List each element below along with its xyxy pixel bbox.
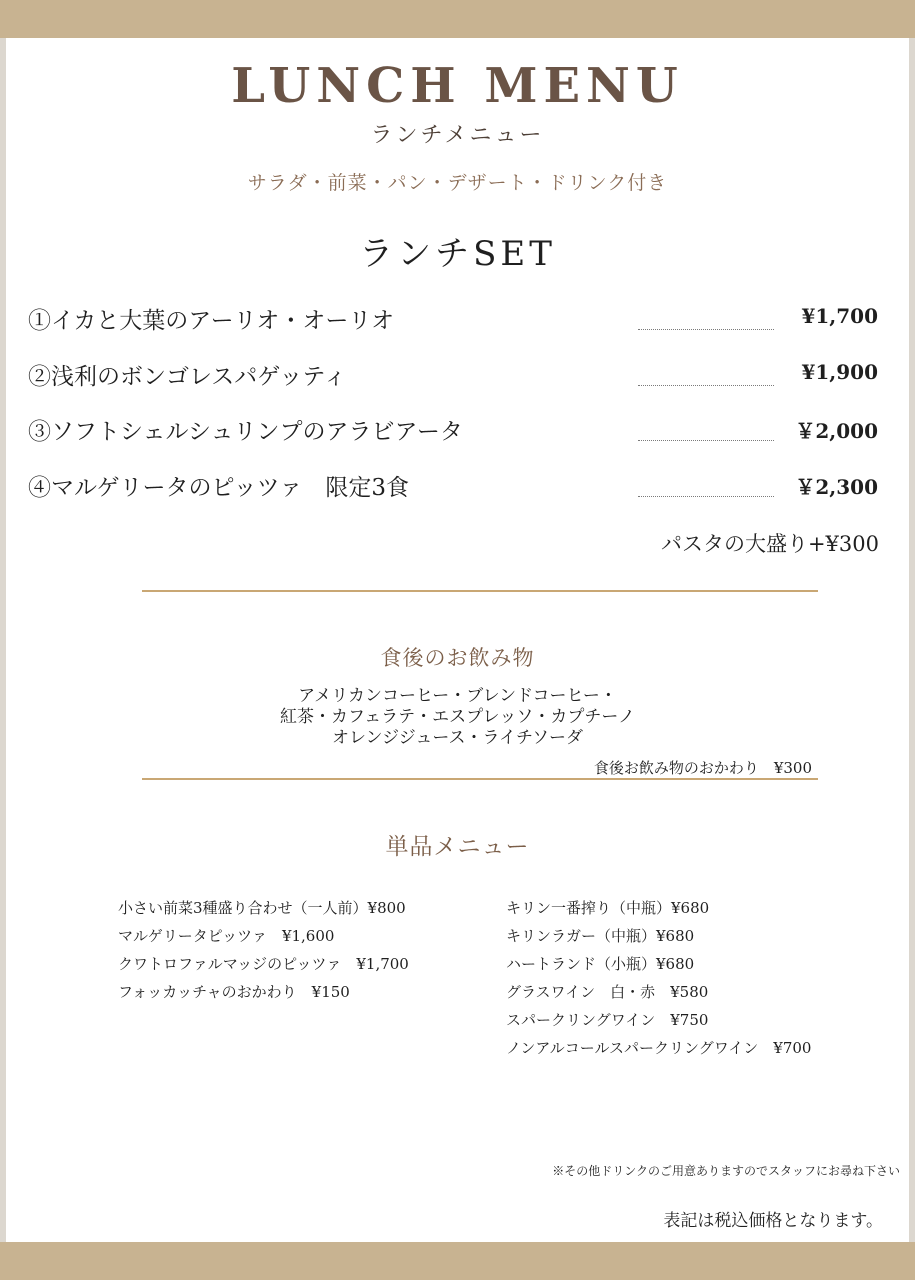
page-subtitle: ランチメニュー (370, 123, 545, 148)
page-title: LUNCH MENU (231, 58, 684, 114)
set-item-4 (28, 469, 880, 509)
a-la-carte-food-list (118, 898, 409, 1010)
dotted-leader (638, 329, 774, 330)
divider-line (142, 778, 818, 780)
drink-refill-price: 食後お飲み物のおかわり ¥300 (593, 759, 812, 777)
a-la-carte-drink-list (506, 898, 811, 1066)
list-item: マルゲリータピッツァ ¥1,600 (118, 927, 335, 945)
set-item-price: ￥2,300 (795, 475, 878, 499)
divider-line (142, 590, 818, 592)
set-item-price: ￥2,000 (795, 419, 878, 443)
drinks-line-2: 紅茶・カフェラテ・エスプレッソ・カプチーノ (280, 707, 635, 727)
list-item: クワトロファルマッジのピッツァ ¥1,700 (118, 955, 409, 973)
right-edge (909, 38, 915, 1242)
set-item-name: ①イカと大葉のアーリオ・オーリオ (28, 308, 395, 334)
lunch-set-heading: ランチSET (359, 234, 556, 274)
dotted-leader (638, 440, 774, 441)
bottom-band (0, 1242, 915, 1280)
top-band (0, 0, 915, 38)
set-item-price: ¥1,900 (801, 360, 878, 384)
set-item-3 (28, 413, 880, 453)
set-item-name: ④マルゲリータのピッツァ 限定3食 (28, 475, 410, 501)
pasta-large-extra: パスタの大盛り+¥300 (660, 532, 879, 556)
dotted-leader (638, 385, 774, 386)
includes-line: サラダ・前菜・パン・デザート・ドリンク付き (247, 172, 668, 194)
list-item: グラスワイン 白・赤 ¥580 (506, 983, 709, 1001)
set-item-price: ¥1,700 (801, 304, 878, 328)
list-item: キリンラガー（中瓶）¥680 (506, 927, 695, 945)
other-drinks-note: ※その他ドリンクのご用意ありますのでスタッフにお尋ね下さい (552, 1164, 900, 1178)
set-item-2 (28, 358, 880, 398)
left-edge (0, 38, 6, 1242)
list-item: フォッカッチャのおかわり ¥150 (118, 983, 350, 1001)
set-item-name: ②浅利のボンゴレスパゲッティ (28, 364, 347, 390)
drinks-line-1: アメリカンコーヒー・ブレンドコーヒー・ (298, 686, 617, 706)
list-item: 小さい前菜3種盛り合わせ（一人前）¥800 (118, 899, 406, 917)
tax-included-note: 表記は税込価格となります。 (663, 1211, 883, 1231)
drinks-heading: 食後のお飲み物 (380, 646, 535, 670)
list-item: キリン一番搾り（中瓶）¥680 (506, 899, 710, 917)
list-item: スパークリングワイン ¥750 (506, 1011, 709, 1029)
dotted-leader (638, 496, 774, 497)
list-item: ノンアルコールスパークリングワイン ¥700 (506, 1039, 812, 1057)
a-la-carte-heading: 単品メニュー (385, 834, 530, 860)
drinks-line-3: オレンジジュース・ライチソーダ (331, 728, 583, 748)
set-item-1 (28, 302, 880, 342)
set-item-name: ③ソフトシェルシュリンプのアラビアータ (28, 419, 463, 445)
list-item: ハートランド（小瓶）¥680 (506, 955, 695, 973)
